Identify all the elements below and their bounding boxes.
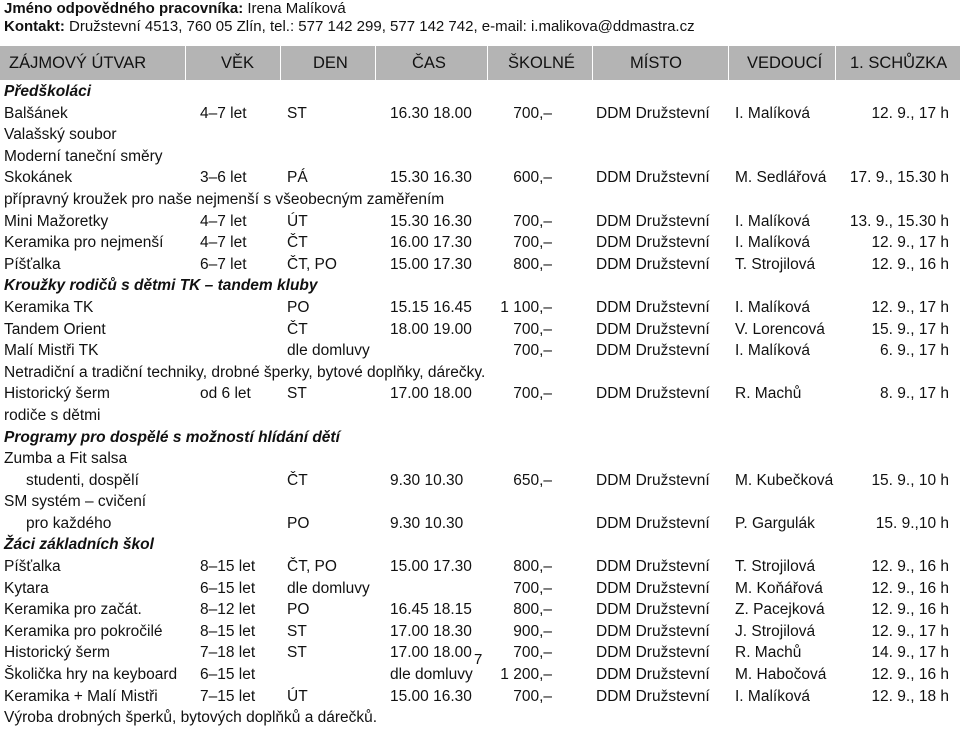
course-name-cell: Balšánek bbox=[4, 104, 68, 122]
day-cell: ČT bbox=[287, 320, 308, 338]
table-row bbox=[0, 340, 960, 362]
time-cell: 9.30 10.30 bbox=[390, 514, 464, 532]
first-meeting-cell: 12. 9., 17 h bbox=[871, 622, 949, 640]
course-name-cell: Tandem Orient bbox=[4, 320, 106, 338]
location-cell: DDM Družstevní bbox=[596, 558, 710, 576]
course-name-cell: Keramika pro začát. bbox=[4, 601, 142, 619]
note-line bbox=[0, 405, 960, 427]
leader-cell: Z. Pacejková bbox=[735, 601, 825, 619]
time-cell: 16.45 18.15 bbox=[390, 601, 472, 619]
first-meeting-cell: 6. 9., 17 h bbox=[880, 342, 949, 360]
leader-cell: I. Malíková bbox=[735, 298, 810, 316]
fee-cell: 700,– bbox=[513, 687, 552, 705]
leader-cell: V. Lorencová bbox=[735, 320, 825, 338]
leader-cell: M. Koňářová bbox=[735, 579, 823, 597]
course-name-cell: Keramika pro pokročilé bbox=[4, 622, 163, 640]
section-title: Žáci základních škol bbox=[4, 536, 154, 554]
location-cell: DDM Družstevní bbox=[596, 298, 710, 316]
age-range-cell: 6–15 let bbox=[200, 579, 256, 597]
leader-cell: I. Malíková bbox=[735, 104, 810, 122]
header-prvni-schuzka: 1. SCHŮZKA bbox=[850, 54, 948, 72]
time-cell: 16.00 17.30 bbox=[390, 234, 472, 252]
course-name-cell: Historický šerm bbox=[4, 385, 110, 403]
table-row bbox=[0, 578, 960, 600]
fee-cell: 700,– bbox=[513, 342, 552, 360]
note-line bbox=[0, 146, 960, 168]
location-cell: DDM Družstevní bbox=[596, 687, 710, 705]
day-cell: ČT bbox=[287, 471, 308, 489]
leader-cell: M. Sedlářová bbox=[735, 169, 827, 187]
course-name-cell: Kytara bbox=[4, 579, 49, 597]
course-name-cell: Píšťalka bbox=[4, 255, 61, 273]
fee-cell: 1 200,– bbox=[500, 666, 552, 684]
leader-cell: I. Malíková bbox=[735, 212, 810, 230]
contact-block bbox=[4, 0, 695, 36]
day-cell: PO bbox=[287, 298, 310, 316]
note-text: přípravný kroužek pro naše nejmenší s všeobecným zaměřením bbox=[4, 190, 445, 208]
location-cell: DDM Družstevní bbox=[596, 255, 710, 273]
header-divider bbox=[835, 46, 836, 80]
day-cell: ST bbox=[287, 104, 307, 122]
location-cell: DDM Družstevní bbox=[596, 644, 710, 662]
location-cell: DDM Družstevní bbox=[596, 212, 710, 230]
time-cell: 15.00 17.30 bbox=[390, 255, 472, 273]
responsible-name: Irena Malíková bbox=[247, 0, 346, 17]
age-range-cell: 8–15 let bbox=[200, 558, 256, 576]
course-name-cell: Historický šerm bbox=[4, 644, 110, 662]
time-cell: 15.15 16.45 bbox=[390, 298, 472, 316]
contact-value: Družstevní 4513, 760 05 Zlín, tel.: 577 142 299, 577 142 742, e-mail: i.malikova@ddmastra.cz bbox=[69, 18, 695, 35]
note-line bbox=[0, 491, 960, 513]
note-line bbox=[0, 362, 960, 384]
table-row bbox=[0, 599, 960, 621]
leader-cell: M. Habočová bbox=[735, 666, 827, 684]
course-name-cell: pro každého bbox=[26, 514, 112, 532]
location-cell: DDM Družstevní bbox=[596, 234, 710, 252]
header-zajmovy-utvar: ZÁJMOVÝ ÚTVAR bbox=[9, 54, 147, 72]
first-meeting-cell: 12. 9., 16 h bbox=[871, 558, 949, 576]
responsible-label: Jméno odpovědného pracovníka: bbox=[4, 0, 244, 17]
note-text: Moderní taneční směry bbox=[4, 147, 163, 165]
table-row bbox=[0, 556, 960, 578]
header-divider bbox=[487, 46, 488, 80]
first-meeting-cell: 15. 9., 10 h bbox=[871, 471, 949, 489]
age-range-cell: 6–7 let bbox=[200, 255, 247, 273]
leader-cell: R. Machů bbox=[735, 644, 802, 662]
first-meeting-cell: 12. 9., 16 h bbox=[871, 579, 949, 597]
location-cell: DDM Družstevní bbox=[596, 320, 710, 338]
course-name-cell: Keramika TK bbox=[4, 298, 94, 316]
header-divider bbox=[185, 46, 186, 80]
note-line bbox=[0, 707, 960, 729]
age-range-cell: od 6 let bbox=[200, 385, 251, 403]
time-cell: 9.30 10.30 bbox=[390, 471, 464, 489]
leader-cell: T. Strojilová bbox=[735, 255, 816, 273]
leader-cell: R. Machů bbox=[735, 385, 802, 403]
contact-line bbox=[4, 18, 695, 36]
note-line bbox=[0, 448, 960, 470]
table-row bbox=[0, 686, 960, 708]
first-meeting-cell: 12. 9., 17 h bbox=[871, 298, 949, 316]
day-cell: ČT, PO bbox=[287, 255, 337, 273]
location-cell: DDM Družstevní bbox=[596, 601, 710, 619]
age-range-cell: 4–7 let bbox=[200, 104, 247, 122]
first-meeting-cell: 12. 9., 16 h bbox=[871, 601, 949, 619]
header-vek: VĚK bbox=[221, 54, 255, 72]
course-name-cell: Skokánek bbox=[4, 169, 73, 187]
location-cell: DDM Družstevní bbox=[596, 169, 710, 187]
table-row bbox=[0, 254, 960, 276]
section-heading bbox=[0, 427, 960, 449]
section-title: Kroužky rodičů s dětmi TK – tandem kluby bbox=[4, 277, 318, 295]
contact-label: Kontakt: bbox=[4, 18, 65, 35]
fee-cell: 900,– bbox=[513, 622, 552, 640]
course-name-cell: studenti, dospělí bbox=[26, 471, 139, 489]
fee-cell: 800,– bbox=[513, 255, 552, 273]
leader-cell: M. Kubečková bbox=[735, 471, 834, 489]
location-cell: DDM Družstevní bbox=[596, 622, 710, 640]
day-cell: ST bbox=[287, 385, 307, 403]
first-meeting-cell: 12. 9., 17 h bbox=[871, 234, 949, 252]
note-line bbox=[0, 124, 960, 146]
header-den: DEN bbox=[313, 54, 348, 72]
header-divider bbox=[375, 46, 376, 80]
fee-cell: 700,– bbox=[513, 644, 552, 662]
age-range-cell: 7–15 let bbox=[200, 687, 256, 705]
day-cell: ČT, PO bbox=[287, 558, 337, 576]
section-title: Předškoláci bbox=[4, 83, 92, 100]
note-text: Výroba drobných šperků, bytových doplňků a dárečků. bbox=[4, 709, 378, 727]
age-range-cell: 6–15 let bbox=[200, 666, 256, 684]
table-row bbox=[0, 297, 960, 319]
note-text: Netradiční a tradiční techniky, drobné šperky, bytové doplňky, dárečky. bbox=[4, 363, 486, 381]
leader-cell: I. Malíková bbox=[735, 687, 810, 705]
fee-cell: 800,– bbox=[513, 601, 552, 619]
age-range-cell: 3–6 let bbox=[200, 169, 247, 187]
location-cell: DDM Družstevní bbox=[596, 579, 710, 597]
table-row bbox=[0, 319, 960, 341]
course-table bbox=[0, 81, 960, 729]
header-skolne: ŠKOLNÉ bbox=[508, 54, 575, 72]
first-meeting-cell: 12. 9., 16 h bbox=[871, 666, 949, 684]
age-range-cell: 8–15 let bbox=[200, 622, 256, 640]
time-cell: dle domluvy bbox=[390, 666, 473, 684]
location-cell: DDM Družstevní bbox=[596, 385, 710, 403]
time-cell: 16.30 18.00 bbox=[390, 104, 472, 122]
header-divider bbox=[592, 46, 593, 80]
section-heading bbox=[0, 534, 960, 556]
first-meeting-cell: 12. 9., 16 h bbox=[871, 255, 949, 273]
leader-cell: J. Strojilová bbox=[735, 622, 816, 640]
table-row bbox=[0, 167, 960, 189]
day-cell: PO bbox=[287, 514, 310, 532]
time-cell: 17.00 18.00 bbox=[390, 644, 472, 662]
location-cell: DDM Družstevní bbox=[596, 471, 710, 489]
leader-cell: I. Malíková bbox=[735, 342, 810, 360]
fee-cell: 1 100,– bbox=[500, 298, 552, 316]
fee-cell: 650,– bbox=[513, 471, 552, 489]
time-cell: 15.00 16.30 bbox=[390, 687, 472, 705]
table-header bbox=[0, 46, 960, 80]
fee-cell: 700,– bbox=[513, 212, 552, 230]
note-line bbox=[0, 189, 960, 211]
age-range-cell: 4–7 let bbox=[200, 234, 247, 252]
fee-cell: 600,– bbox=[513, 169, 552, 187]
first-meeting-cell: 14. 9., 17 h bbox=[871, 644, 949, 662]
note-text: Valašský soubor bbox=[4, 126, 117, 144]
table-row bbox=[0, 383, 960, 405]
leader-cell: T. Strojilová bbox=[735, 558, 816, 576]
course-name-cell: Mini Mažoretky bbox=[4, 212, 109, 230]
section-heading bbox=[0, 275, 960, 297]
first-meeting-cell: 12. 9., 17 h bbox=[871, 104, 949, 122]
first-meeting-cell: 8. 9., 17 h bbox=[880, 385, 949, 403]
header-vedouci: VEDOUCÍ bbox=[747, 54, 823, 72]
header-cas: ČAS bbox=[412, 54, 446, 72]
note-text: SM systém – cvičení bbox=[4, 493, 147, 511]
header-divider bbox=[728, 46, 729, 80]
first-meeting-cell: 15. 9., 17 h bbox=[871, 320, 949, 338]
table-row bbox=[0, 513, 960, 535]
day-cell: ÚT bbox=[287, 212, 308, 230]
fee-cell: 800,– bbox=[513, 558, 552, 576]
day-cell: PO bbox=[287, 601, 310, 619]
section-title: Programy pro dospělé s možností hlídání dětí bbox=[4, 428, 340, 446]
time-cell: 17.00 18.30 bbox=[390, 622, 472, 640]
leader-cell: I. Malíková bbox=[735, 234, 810, 252]
age-range-cell: 4–7 let bbox=[200, 212, 247, 230]
section-heading bbox=[0, 81, 960, 103]
course-name-cell: Keramika pro nejmenší bbox=[4, 234, 164, 252]
time-cell: 15.30 16.30 bbox=[390, 212, 472, 230]
course-name-cell: Keramika + Malí Mistři bbox=[4, 687, 158, 705]
day-cell: ST bbox=[287, 622, 307, 640]
table-row bbox=[0, 211, 960, 233]
fee-cell: 700,– bbox=[513, 385, 552, 403]
day-cell: PÁ bbox=[287, 169, 308, 187]
time-cell: 15.00 17.30 bbox=[390, 558, 472, 576]
responsible-person-line bbox=[4, 0, 695, 18]
age-range-cell: 7–18 let bbox=[200, 644, 256, 662]
table-row bbox=[0, 621, 960, 643]
note-text: Zumba a Fit salsa bbox=[4, 450, 128, 468]
header-divider bbox=[280, 46, 281, 80]
time-cell: 17.00 18.00 bbox=[390, 385, 472, 403]
first-meeting-cell: 15. 9.,10 h bbox=[875, 514, 949, 532]
fee-cell: 700,– bbox=[513, 104, 552, 122]
course-name-cell: Píšťalka bbox=[4, 558, 61, 576]
day-cell: ÚT bbox=[287, 687, 308, 705]
day-cell: ČT bbox=[287, 234, 308, 252]
first-meeting-cell: 13. 9., 15.30 h bbox=[849, 212, 949, 230]
page-number: 7 bbox=[474, 651, 483, 668]
time-cell: 15.30 16.30 bbox=[390, 169, 472, 187]
course-name-cell: Malí Mistři TK bbox=[4, 342, 99, 360]
header-misto: MÍSTO bbox=[630, 54, 682, 72]
fee-cell: 700,– bbox=[513, 579, 552, 597]
age-range-cell: 8–12 let bbox=[200, 601, 256, 619]
location-cell: DDM Družstevní bbox=[596, 342, 710, 360]
note-text: rodiče s dětmi bbox=[4, 406, 101, 424]
table-row bbox=[0, 470, 960, 492]
fee-cell: 700,– bbox=[513, 320, 552, 338]
table-row bbox=[0, 103, 960, 125]
location-cell: DDM Družstevní bbox=[596, 514, 710, 532]
day-cell: dle domluvy bbox=[287, 342, 370, 360]
time-cell: 18.00 19.00 bbox=[390, 320, 472, 338]
first-meeting-cell: 12. 9., 18 h bbox=[871, 687, 949, 705]
first-meeting-cell: 17. 9., 15.30 h bbox=[849, 169, 949, 187]
location-cell: DDM Družstevní bbox=[596, 104, 710, 122]
table-row bbox=[0, 232, 960, 254]
day-cell: dle domluvy bbox=[287, 579, 370, 597]
course-name-cell: Školička hry na keyboard bbox=[4, 666, 178, 684]
leader-cell: P. Gargulák bbox=[735, 514, 815, 532]
fee-cell: 700,– bbox=[513, 234, 552, 252]
day-cell: ST bbox=[287, 644, 307, 662]
location-cell: DDM Družstevní bbox=[596, 666, 710, 684]
